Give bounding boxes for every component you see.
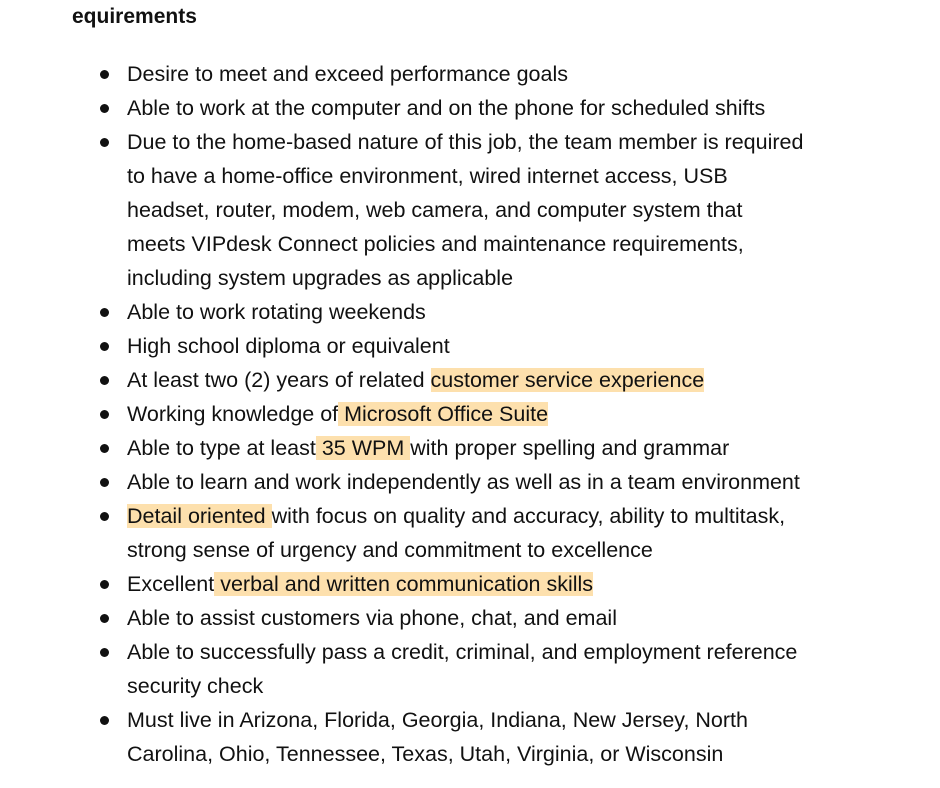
- highlighted-keyword: customer service experience: [430, 368, 705, 392]
- requirement-item: [0, 125, 900, 295]
- requirement-text: Able to work rotating weekends: [127, 300, 426, 324]
- requirement-text: strong sense of urgency and commitment to excellence: [127, 538, 653, 562]
- requirement-line: [127, 601, 900, 635]
- requirement-line: [127, 159, 900, 193]
- requirement-item: [0, 601, 900, 635]
- requirement-item: [0, 499, 900, 567]
- requirement-text: Due to the home-based nature of this job, the team member is required: [127, 130, 804, 154]
- highlighted-keyword: verbal and written communication skills: [214, 572, 594, 596]
- requirement-line: [127, 261, 900, 295]
- requirement-text: At least two (2) years of related: [127, 368, 431, 392]
- highlighted-keyword: Detail oriented: [127, 504, 272, 528]
- requirement-text: Desire to meet and exceed performance goals: [127, 62, 568, 86]
- requirement-item: [0, 57, 900, 91]
- requirement-line: [127, 227, 900, 261]
- requirement-text: with focus on quality and accuracy, ability to multitask,: [271, 504, 786, 528]
- requirement-text: including system upgrades as applicable: [127, 266, 514, 290]
- requirements-list: [0, 57, 900, 771]
- requirement-line: [127, 363, 900, 397]
- requirement-text: Excellent: [127, 572, 215, 596]
- requirement-line: [127, 431, 900, 465]
- requirement-item: [0, 397, 900, 431]
- requirement-line: [127, 91, 900, 125]
- requirement-item: [0, 363, 900, 397]
- requirement-text: security check: [127, 674, 264, 698]
- requirement-line: [127, 703, 900, 737]
- requirement-line: [127, 567, 900, 601]
- requirement-item: [0, 329, 900, 363]
- requirement-line: [127, 57, 900, 91]
- requirement-line: [127, 635, 900, 669]
- highlighted-keyword: Microsoft Office Suite: [338, 402, 549, 426]
- requirement-text: Working knowledge of: [127, 402, 339, 426]
- requirement-text: Able to successfully pass a credit, criminal, and employment reference: [127, 640, 798, 664]
- requirement-item: [0, 567, 900, 601]
- requirement-item: [0, 703, 900, 771]
- requirement-line: [127, 533, 900, 567]
- requirement-line: [127, 193, 900, 227]
- requirement-text: Must live in Arizona, Florida, Georgia, Indiana, New Jersey, North: [127, 708, 748, 732]
- requirement-line: [127, 737, 900, 771]
- requirement-text: to have a home-office environment, wired internet access, USB: [127, 164, 728, 188]
- requirement-line: [127, 329, 900, 363]
- requirement-text: headset, router, modem, web camera, and computer system that: [127, 198, 743, 222]
- requirement-text: Able to assist customers via phone, chat, and email: [127, 606, 617, 630]
- requirement-text: Able to type at least: [127, 436, 316, 460]
- requirement-line: [127, 125, 900, 159]
- highlighted-keyword: 35 WPM: [315, 436, 411, 460]
- requirement-line: [127, 465, 900, 499]
- requirement-line: [127, 295, 900, 329]
- requirement-text: Carolina, Ohio, Tennessee, Texas, Utah, Virginia, or Wisconsin: [127, 742, 724, 766]
- requirement-text: High school diploma or equivalent: [127, 334, 450, 358]
- requirement-line: [127, 499, 900, 533]
- requirement-item: [0, 431, 900, 465]
- requirement-text: Able to work at the computer and on the phone for scheduled shifts: [127, 96, 766, 120]
- requirement-line: [127, 669, 900, 703]
- requirement-text: Able to learn and work independently as well as in a team environment: [127, 470, 800, 494]
- requirement-item: [0, 635, 900, 703]
- requirement-item: [0, 91, 900, 125]
- requirement-text: meets VIPdesk Connect policies and maintenance requirements,: [127, 232, 744, 256]
- requirement-item: [0, 465, 900, 499]
- requirement-line: [127, 397, 900, 431]
- requirement-text: with proper spelling and grammar: [410, 436, 730, 460]
- section-heading: equirements: [72, 5, 197, 28]
- requirement-item: [0, 295, 900, 329]
